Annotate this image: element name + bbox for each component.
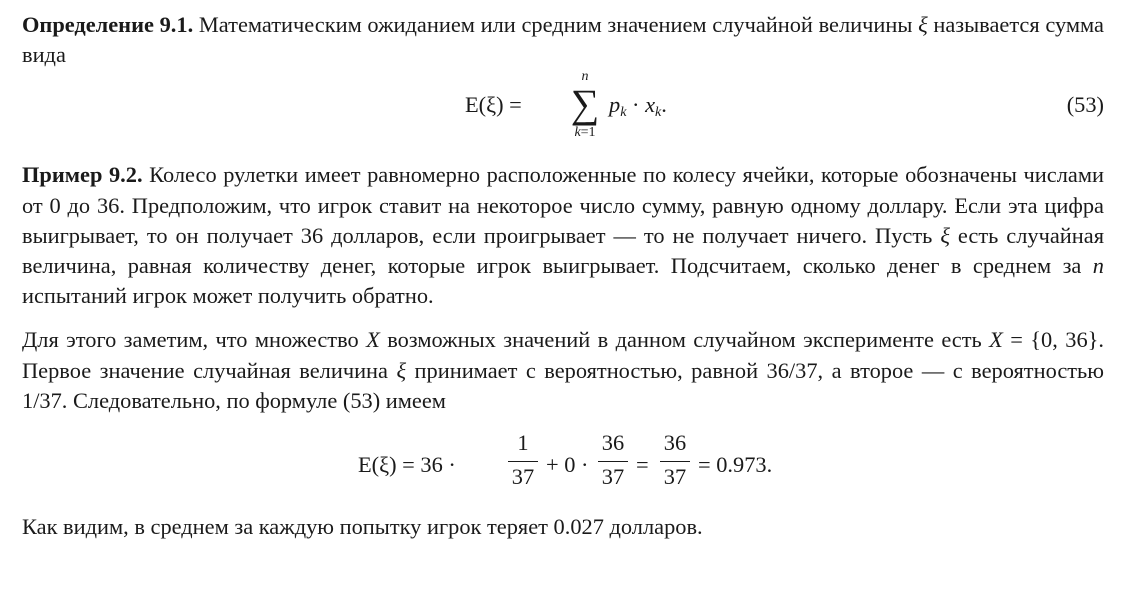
formula-53 bbox=[22, 70, 1104, 146]
X-symbol: X bbox=[366, 327, 380, 353]
fraction-numerator: 36 bbox=[601, 430, 625, 456]
p-symbol: p bbox=[609, 92, 621, 118]
fraction-36-37-a bbox=[598, 428, 628, 492]
definition-text-1: Математическим ожиданием или средним значением случайной величины bbox=[193, 12, 919, 37]
conclusion-paragraph: Как видим, в среднем за каждую попытку игрок теряет 0.027 долларов. bbox=[22, 514, 703, 540]
fraction-denominator: 37 bbox=[663, 464, 687, 490]
fraction-numerator: 1 bbox=[517, 430, 529, 456]
n-symbol: n bbox=[1092, 253, 1104, 279]
example-text-3: испытаний игрок может получить обратно. bbox=[22, 283, 434, 309]
definition-text-2: называется сумма вида bbox=[22, 12, 1104, 68]
formula2-mid: + 0 · bbox=[546, 452, 589, 478]
fraction-numerator: 36 bbox=[663, 430, 687, 456]
example-text-1: Колесо рулетки имеет равномерно расположенные по колесу ячейки, которые обозначены числами от 0 до 36. Предположим, что игрок ставит на некоторое число сумму, равную одному доллару. Если эта цифра выигрывает, то он получает 36 долларов, если проигрывает — то не получает ничего. Пусть bbox=[22, 162, 1104, 248]
fraction-denominator: 37 bbox=[601, 464, 625, 490]
sigma-symbol: ∑ bbox=[570, 81, 600, 127]
solution-text-3: = {0, 36}. Первое значение случайная величина bbox=[22, 327, 1104, 383]
fraction-denominator: 37 bbox=[511, 464, 535, 490]
formula-rhs bbox=[609, 92, 667, 121]
dot-operator: · bbox=[626, 92, 646, 118]
expectation-formula bbox=[22, 428, 1104, 504]
x-symbol: x bbox=[645, 92, 656, 118]
xi-symbol: ξ bbox=[940, 222, 950, 248]
solution-text-2: возможных значений в данном случайном эксперименте есть bbox=[379, 327, 990, 353]
sum-upper-limit: n bbox=[581, 69, 589, 85]
formula-end: . bbox=[661, 92, 667, 118]
fraction-1-37 bbox=[508, 428, 538, 492]
solution-paragraph bbox=[22, 325, 1104, 416]
definition-title: Определение 9.1. bbox=[22, 12, 194, 37]
example-title: Пример 9.2. bbox=[22, 162, 143, 188]
xi-symbol: ξ bbox=[396, 357, 407, 383]
X-symbol: X bbox=[989, 327, 1003, 353]
xi-symbol: ξ bbox=[918, 12, 928, 37]
formula2-equals: = bbox=[636, 452, 649, 478]
sum-index: k bbox=[574, 125, 581, 141]
fraction-36-37-b bbox=[660, 428, 690, 492]
page-content bbox=[22, 10, 1104, 542]
sum-lower-rest: =1 bbox=[580, 125, 596, 141]
sum-lower-limit bbox=[565, 124, 605, 142]
summation bbox=[565, 70, 605, 142]
definition-paragraph bbox=[22, 10, 1104, 70]
example-paragraph bbox=[22, 160, 1104, 311]
example-text-2: есть случайная величина, равная количеству денег, которые игрок выигрывает. Подсчитаем, сколько денег в среднем за bbox=[22, 222, 1104, 279]
formula2-lhs: E(ξ) = 36 · bbox=[358, 452, 456, 478]
equation-number: (53) bbox=[1066, 92, 1104, 118]
x-subscript: k bbox=[655, 105, 662, 121]
p-subscript: k bbox=[620, 105, 627, 121]
solution-text-4: принимает с вероятностью, равной 36/37, а второе — с вероятностью 1/37. Следовательно, по формуле (53) имеем bbox=[22, 357, 1104, 413]
formula2-result: = 0.973. bbox=[698, 452, 773, 478]
formula-lhs: E(ξ) = bbox=[465, 92, 522, 118]
solution-text-1: Для этого заметим, что множество bbox=[22, 327, 367, 353]
